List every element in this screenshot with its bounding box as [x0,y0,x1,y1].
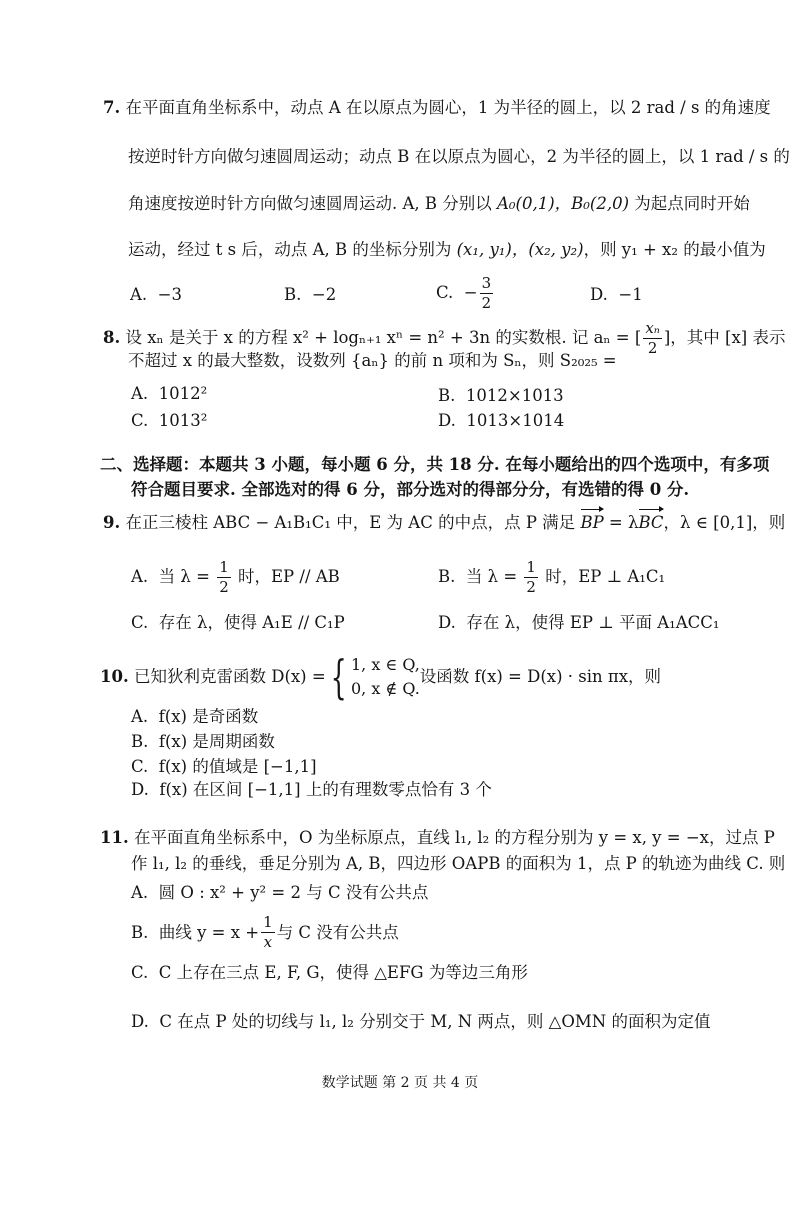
q8-option-b-text: 1012×1013 [465,386,564,405]
q10-piecewise [326,650,420,704]
q10-line-1 [100,651,661,703]
q8-option-b[interactable] [438,385,564,407]
q9-option-a-pre: 当 λ = [158,567,216,586]
q7-options [130,272,690,322]
q9-option-b-numerator: 1 [526,558,536,576]
q7-option-c-numerator: 3 [481,274,492,292]
q11-option-b-denominator: x [263,933,273,951]
q8-fraction-numerator: xₙ [645,319,660,337]
q7-option-b-text: −2 [311,285,337,304]
q8-option-c[interactable] [131,410,207,432]
q8-option-c-text: 1013² [158,411,208,430]
q9-option-b-pre: 当 λ = [465,567,523,586]
q11-line-2: 作 l₁, l₂ 的垂线，垂足分别为 A, B，四边形 OAPB 的面积为 1，点 P 的轨迹为曲线 C. 则 [131,854,786,873]
q10-option-c-text: f(x) 的值域是 [−1,1] [158,757,317,776]
q9-text-1b: ，λ ∈ [0,1]，则 [663,513,786,532]
q10-option-b[interactable] [131,731,275,753]
q9-line-1 [103,512,785,534]
q7-number: 7. [103,98,121,117]
q7-option-d-label: D. [590,285,608,304]
q10-option-d[interactable] [131,779,492,801]
q7-option-c-fraction [480,274,494,313]
q10-case-1: 1, x ∈ Q, [350,655,420,674]
q10-brace: { [330,650,347,704]
q10-option-c[interactable] [131,756,317,778]
q8-option-d-text: 1013×1014 [466,411,565,430]
q7-line-4 [128,239,766,261]
q11-option-a-label: A. [131,883,149,902]
q11-option-c-text: C 上存在三点 E, F, G，使得 △EFG 为等边三角形 [158,963,528,982]
q10-option-b-text: f(x) 是周期函数 [158,732,275,751]
q9-option-d-text: 存在 λ，使得 EP ⊥ 平面 A₁ACC₁ [466,613,720,632]
q8-number: 8. [103,328,121,347]
q7-option-d[interactable] [590,284,643,306]
q9-option-d[interactable] [438,612,720,634]
q7-text-4b: (x₁, y₁)，(x₂, y₂) [456,240,584,259]
q11-option-d-text: C 在点 P 处的切线与 l₁, l₂ 分别交于 M, N 两点，则 △OMN 的面积为定值 [159,1012,711,1031]
q10-option-a-label: A. [131,707,149,726]
q10-case-2: 0, x ∉ Q. [350,679,420,698]
q11-line-1 [100,827,775,849]
q8-option-d[interactable] [438,410,564,432]
q8-option-c-label: C. [131,411,149,430]
q9-option-b-fraction [524,558,538,597]
q9-option-b-denominator: 2 [526,578,536,596]
q8-text-1b: ]，其中 [x] 表示 [663,328,786,347]
q9-option-b[interactable] [438,558,665,597]
q10-option-a[interactable] [131,706,258,728]
section2-line-1: 二、选择题：本题共 3 小题，每小题 6 分，共 18 分. 在每小题给出的四个选项中，有多项 [100,455,770,474]
q9-option-a-post: 时，EP // AB [232,567,340,586]
q10-option-d-label: D. [131,780,149,799]
q7-option-b-label: B. [284,285,302,304]
q11-option-d-label: D. [131,1012,149,1031]
q11-option-b-label: B. [131,922,149,942]
q11-option-c[interactable] [131,962,528,984]
q9-option-a-fraction [217,558,231,597]
q8-option-a[interactable] [131,383,207,405]
q9-vector-bc: BC [638,513,664,532]
q10-option-c-label: C. [131,757,149,776]
q11-option-b-pre: 曲线 y = x + [158,922,260,942]
q9-option-a-numerator: 1 [219,558,229,576]
q7-text-4a: 运动，经过 t s 后，动点 A, B 的坐标分别为 [128,240,457,259]
q11-option-d[interactable] [131,1011,710,1033]
q9-option-a-label: A. [131,567,149,586]
q9-option-b-post: 时，EP ⊥ A₁C₁ [539,567,666,586]
q7-option-b[interactable] [284,284,336,306]
q10-number: 10. [100,667,129,686]
q7-text-1: 在平面直角坐标系中，动点 A 在以原点为圆心，1 为半径的圆上，以 2 rad / s 的角速度 [125,98,771,117]
q11-number: 11. [100,828,129,847]
q8-option-a-text: 1012² [158,384,208,403]
q7-text-3a: 角速度按逆时针方向做匀速圆周运动. A, B 分别以 [128,194,498,213]
q8-line-2: 不超过 x 的最大整数，设数列 {aₙ} 的前 n 项和为 Sₙ，则 S₂₀₂₅ = [128,351,617,370]
q9-option-c-label: C. [131,613,149,632]
q7-option-a-text: −3 [157,285,182,304]
q9-option-c[interactable] [131,612,345,634]
q8-text-1a: 设 xₙ 是关于 x 的方程 x² + logₙ₊₁ xⁿ = n² + 3n 的实数根. 记 aₙ = [ [125,328,642,347]
q8-option-d-label: D. [438,411,456,430]
q7-text-3b: A₀(0,1)，B₀(2,0) [497,194,630,213]
q9-number: 9. [103,513,121,532]
q8-fraction [643,319,662,358]
q7-option-c-label: C. [436,283,454,302]
q9-option-c-text: 存在 λ，使得 A₁E // C₁P [158,613,345,632]
q7-option-c-sign: − [463,283,478,302]
q11-text-1: 在平面直角坐标系中，O 为坐标原点，直线 l₁, l₂ 的方程分别为 y = x, y = −x，过点 P [133,828,775,847]
q7-line-3 [128,193,750,215]
section2-line-2: 符合题目要求. 全部选对的得 6 分，部分选对的得部分分，有选错的得 0 分. [131,480,690,499]
q10-option-b-label: B. [131,732,149,751]
q9-option-a-denominator: 2 [219,578,229,596]
q10-option-a-text: f(x) 是奇函数 [158,707,259,726]
q10-cases [351,653,420,701]
q10-post: 设函数 f(x) = D(x) · sin πx，则 [419,667,662,686]
q11-option-a-text: 圆 O : x² + y² = 2 与 C 没有公共点 [158,883,429,902]
q9-eq: = λ [603,513,639,532]
q8-option-a-label: A. [131,384,149,403]
q9-vector-bp: BP [580,513,604,532]
q7-text-4c: ，则 y₁ + x₂ 的最小值为 [583,240,766,259]
q9-text-1a: 在正三棱柱 ABC − A₁B₁C₁ 中，E 为 AC 的中点，点 P 满足 [125,513,581,532]
q7-option-a[interactable] [130,284,182,306]
page-footer: 数学试题 第 2 页 共 4 页 [321,1075,479,1091]
q7-option-d-text: −1 [618,285,643,304]
q9-option-a[interactable] [131,558,340,597]
q7-option-a-label: A. [130,285,148,304]
q7-text-3c: 为起点同时开始 [629,194,750,213]
q8-fraction-denominator: 2 [647,339,658,357]
q11-option-c-label: C. [131,963,149,982]
q9-option-d-label: D. [438,613,456,632]
q8-option-b-label: B. [438,386,456,405]
q11-option-b[interactable] [131,913,399,952]
q7-line-1 [103,97,771,119]
q11-option-b-post: 与 C 没有公共点 [276,922,399,942]
q10-option-d-text: f(x) 在区间 [−1,1] 上的有理数零点恰有 3 个 [159,780,492,799]
q7-option-c[interactable] [436,274,495,313]
q11-option-b-numerator: 1 [263,913,273,931]
q10-pre: 已知狄利克雷函数 D(x) = [133,667,326,686]
q11-option-a[interactable] [131,882,428,904]
q7-option-c-denominator: 2 [481,294,492,312]
q9-option-b-label: B. [438,567,456,586]
q7-line-2: 按逆时针方向做匀速圆周运动；动点 B 在以原点为圆心，2 为半径的圆上，以 1 rad / s 的 [128,147,790,166]
q11-option-b-fraction [261,913,275,952]
